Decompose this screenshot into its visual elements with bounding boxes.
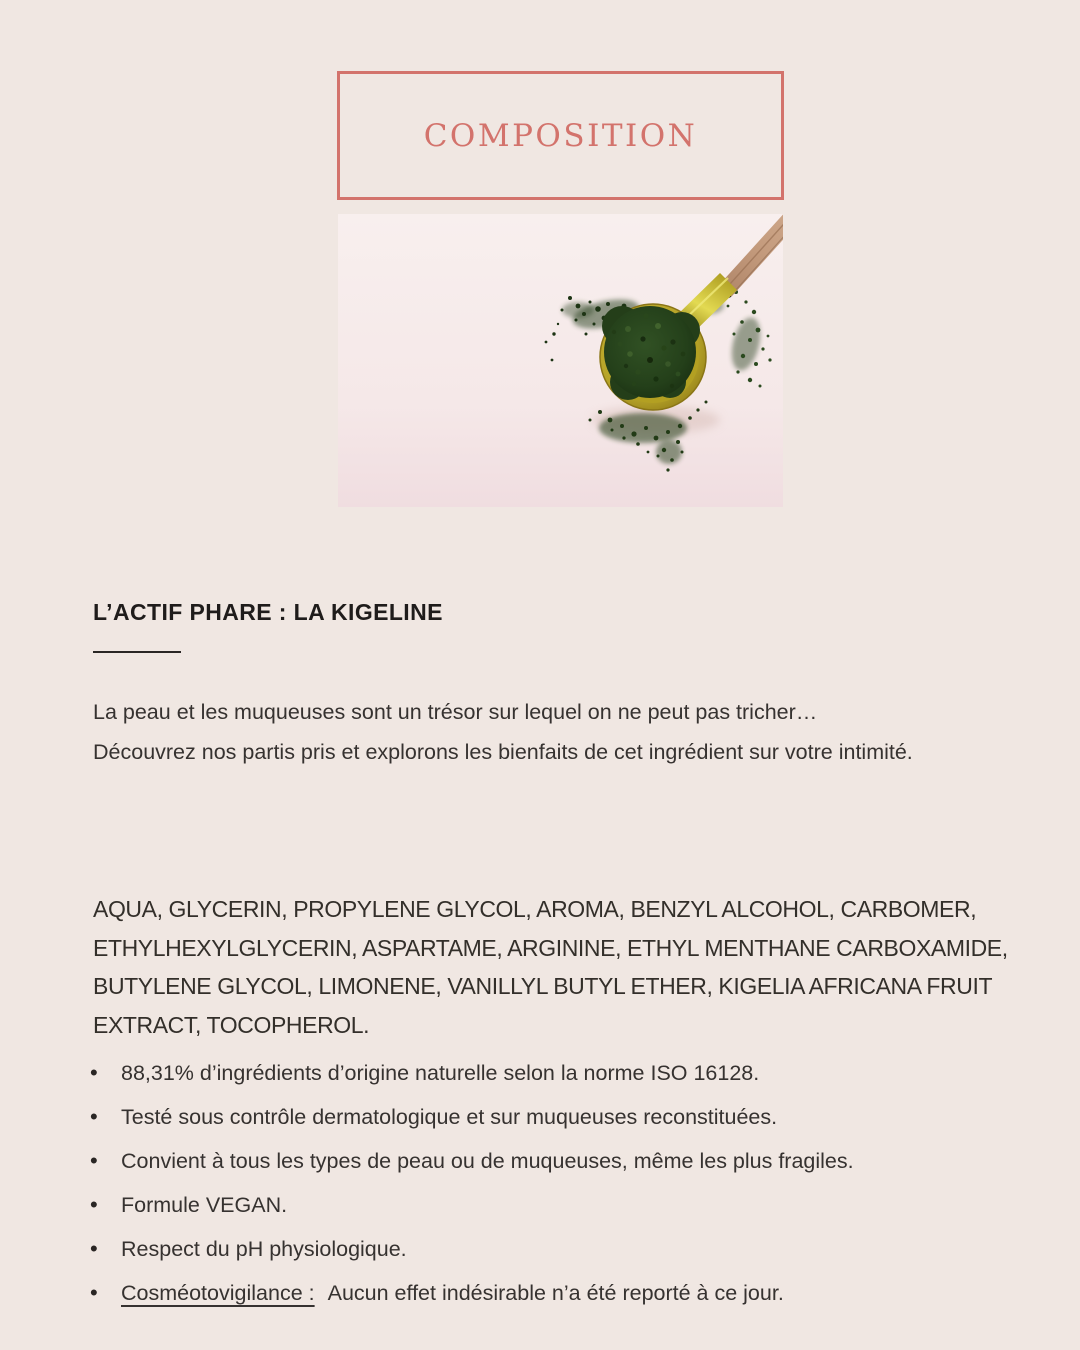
spoon-bowl (600, 304, 706, 410)
bullet-text: 88,31% d’ingrédients d’origine naturelle selon la norme ISO 16128. (121, 1061, 760, 1085)
bullet-item (90, 1194, 854, 1217)
powder-heap (602, 306, 700, 400)
bullet-text: Formule VEGAN. (121, 1193, 288, 1217)
bullet-item (90, 1238, 854, 1261)
intro-line: La peau et les muqueuses sont un trésor sur lequel on ne peut pas tricher… (93, 700, 818, 724)
product-photo (338, 214, 783, 507)
ingredients-line: EXTRACT, TOCOPHEROL. (93, 1011, 370, 1038)
product-facts-list (90, 1062, 854, 1326)
bullet-text: Testé sous contrôle dermatologique et sur muqueuses reconstituées. (121, 1105, 778, 1129)
bullet-item (90, 1150, 854, 1173)
bullet-text: Convient à tous les types de peau ou de muqueuses, même les plus fragiles. (121, 1149, 854, 1173)
bullet-lead: Cosméotovigilance : (121, 1281, 315, 1305)
heading-divider (93, 651, 181, 653)
ingredients-line: AQUA, GLYCERIN, PROPYLENE GLYCOL, AROMA, BENZYL ALCOHOL, CARBOMER, (93, 896, 977, 922)
bullet-text: Respect du pH physiologique. (121, 1237, 407, 1261)
spoon-powder-illustration (338, 214, 783, 507)
intro-line: Découvrez nos partis pris et explorons les bienfaits de cet ingrédient sur votre intimité. (93, 739, 913, 764)
composition-title-box (337, 71, 784, 200)
ingredients-list (93, 890, 1008, 1044)
bullet-text: Aucun effet indésirable n’a été reporté à ce jour. (327, 1281, 784, 1305)
page-title: COMPOSITION (423, 117, 698, 154)
bullet-item (90, 1106, 854, 1129)
ingredients-line: ETHYLHEXYLGLYCERIN, ASPARTAME, ARGININE, ETHYL MENTHANE CARBOXAMIDE, (93, 934, 1008, 961)
bullet-item (90, 1282, 854, 1305)
bullet-item (90, 1062, 854, 1085)
section-heading: L’ACTIF PHARE : LA KIGELINE (93, 599, 443, 625)
ingredients-line: BUTYLENE GLYCOL, LIMONENE, VANILLYL BUTYL ETHER, KIGELIA AFRICANA FRUIT (93, 973, 993, 1000)
intro-paragraph (93, 693, 913, 772)
